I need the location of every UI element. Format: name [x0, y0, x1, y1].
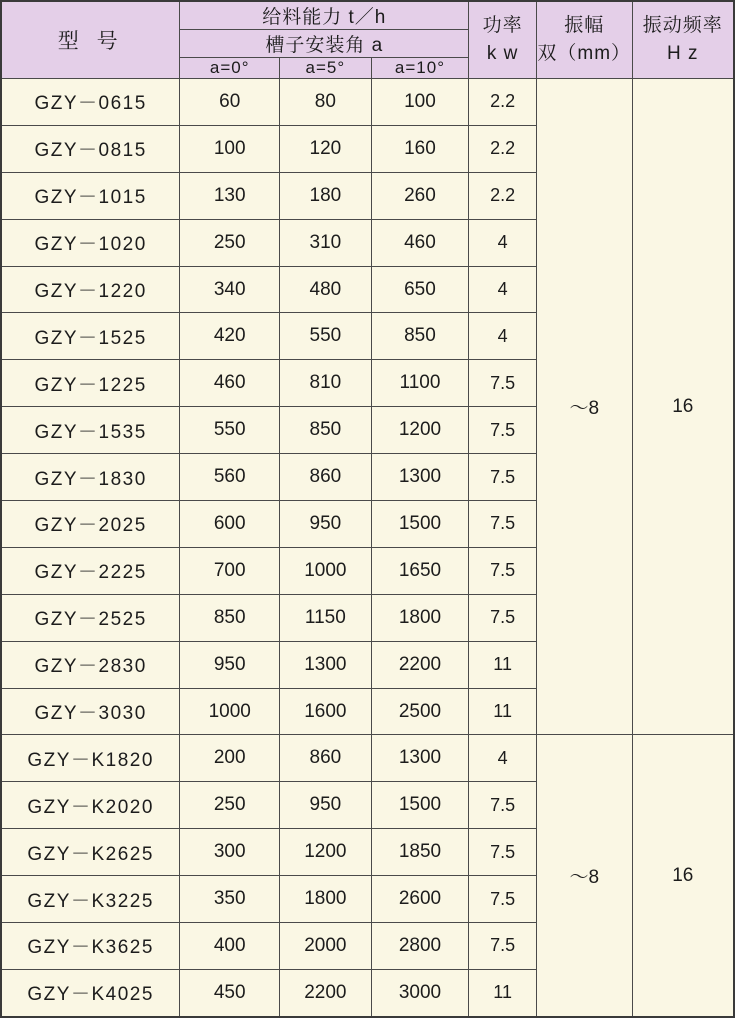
cell-power: 11 — [469, 641, 537, 688]
cell-model: GZY－K4025 — [1, 969, 180, 1017]
cell-capacity-a0: 1000 — [180, 688, 280, 735]
cell-power: 7.5 — [469, 360, 537, 407]
cell-capacity-a5: 1000 — [280, 547, 371, 594]
cell-capacity-a0: 250 — [180, 219, 280, 266]
cell-capacity-a5: 850 — [280, 407, 371, 454]
cell-capacity-a5: 80 — [280, 79, 371, 126]
cell-frequency: 16 — [632, 79, 734, 735]
cell-capacity-a10: 1300 — [371, 454, 469, 501]
cell-power: 4 — [469, 735, 537, 782]
cell-capacity-a5: 860 — [280, 454, 371, 501]
cell-capacity-a5: 1150 — [280, 594, 371, 641]
cell-capacity-a10: 850 — [371, 313, 469, 360]
table-header — [1, 1, 734, 79]
cell-power: 2.2 — [469, 79, 537, 126]
cell-capacity-a10: 1850 — [371, 829, 469, 876]
cell-capacity-a5: 310 — [280, 219, 371, 266]
header-angle-0: a=0° — [180, 58, 280, 79]
header-frequency-line2: H z — [667, 43, 699, 64]
cell-power: 11 — [469, 688, 537, 735]
cell-model: GZY－K2625 — [1, 829, 180, 876]
cell-model: GZY－1220 — [1, 266, 180, 313]
cell-capacity-a0: 600 — [180, 501, 280, 548]
header-trough-angle: 槽子安装角 a — [180, 30, 469, 58]
cell-capacity-a0: 460 — [180, 360, 280, 407]
cell-capacity-a10: 2500 — [371, 688, 469, 735]
cell-model: GZY－0615 — [1, 79, 180, 126]
cell-capacity-a0: 350 — [180, 876, 280, 923]
cell-capacity-a5: 120 — [280, 125, 371, 172]
cell-capacity-a5: 810 — [280, 360, 371, 407]
cell-capacity-a0: 450 — [180, 969, 280, 1017]
cell-capacity-a10: 1500 — [371, 782, 469, 829]
cell-power: 7.5 — [469, 547, 537, 594]
header-frequency — [632, 1, 734, 79]
table-row — [1, 735, 734, 782]
cell-capacity-a10: 460 — [371, 219, 469, 266]
cell-capacity-a10: 2600 — [371, 876, 469, 923]
cell-capacity-a0: 100 — [180, 125, 280, 172]
cell-capacity-a5: 180 — [280, 172, 371, 219]
cell-capacity-a10: 2800 — [371, 923, 469, 970]
cell-capacity-a0: 700 — [180, 547, 280, 594]
cell-capacity-a0: 250 — [180, 782, 280, 829]
header-amplitude — [536, 1, 632, 79]
cell-capacity-a5: 860 — [280, 735, 371, 782]
cell-capacity-a10: 2200 — [371, 641, 469, 688]
cell-model: GZY－1525 — [1, 313, 180, 360]
cell-model: GZY－K1820 — [1, 735, 180, 782]
cell-capacity-a10: 3000 — [371, 969, 469, 1017]
cell-power: 4 — [469, 313, 537, 360]
cell-power: 7.5 — [469, 829, 537, 876]
cell-capacity-a10: 160 — [371, 125, 469, 172]
cell-model: GZY－K2020 — [1, 782, 180, 829]
cell-capacity-a10: 100 — [371, 79, 469, 126]
cell-capacity-a0: 400 — [180, 923, 280, 970]
cell-power: 7.5 — [469, 501, 537, 548]
cell-capacity-a0: 60 — [180, 79, 280, 126]
cell-capacity-a10: 1300 — [371, 735, 469, 782]
cell-model: GZY－0815 — [1, 125, 180, 172]
cell-model: GZY－K3625 — [1, 923, 180, 970]
cell-power: 11 — [469, 969, 537, 1017]
cell-power: 7.5 — [469, 876, 537, 923]
cell-power: 4 — [469, 219, 537, 266]
cell-capacity-a10: 1800 — [371, 594, 469, 641]
header-amplitude-line1: 振幅 — [564, 15, 605, 37]
cell-capacity-a0: 300 — [180, 829, 280, 876]
cell-power: 2.2 — [469, 172, 537, 219]
cell-capacity-a0: 200 — [180, 735, 280, 782]
cell-capacity-a5: 1600 — [280, 688, 371, 735]
cell-capacity-a5: 2000 — [280, 923, 371, 970]
table-row — [1, 79, 734, 126]
cell-capacity-a10: 1100 — [371, 360, 469, 407]
header-model: 型 号 — [1, 1, 180, 79]
cell-capacity-a5: 1800 — [280, 876, 371, 923]
cell-model: GZY－1020 — [1, 219, 180, 266]
cell-capacity-a5: 480 — [280, 266, 371, 313]
header-power-line1: 功率 — [482, 15, 523, 37]
cell-model: GZY－1015 — [1, 172, 180, 219]
header-amplitude-line2: 双（mm） — [537, 43, 632, 64]
cell-capacity-a5: 950 — [280, 782, 371, 829]
cell-capacity-a0: 420 — [180, 313, 280, 360]
cell-model: GZY－K3225 — [1, 876, 180, 923]
cell-model: GZY－3030 — [1, 688, 180, 735]
cell-capacity-a0: 340 — [180, 266, 280, 313]
header-power — [469, 1, 537, 79]
cell-amplitude: ～8 — [536, 735, 632, 1017]
cell-capacity-a10: 1650 — [371, 547, 469, 594]
header-capacity: 给料能力 t／h — [180, 1, 469, 30]
table-body — [1, 79, 734, 1018]
cell-capacity-a0: 550 — [180, 407, 280, 454]
cell-capacity-a0: 560 — [180, 454, 280, 501]
cell-power: 7.5 — [469, 407, 537, 454]
header-angle-10: a=10° — [371, 58, 469, 79]
cell-model: GZY－1830 — [1, 454, 180, 501]
header-angle-5: a=5° — [280, 58, 371, 79]
cell-model: GZY－2830 — [1, 641, 180, 688]
cell-capacity-a10: 260 — [371, 172, 469, 219]
cell-model: GZY－1535 — [1, 407, 180, 454]
cell-model: GZY－1225 — [1, 360, 180, 407]
cell-capacity-a5: 1200 — [280, 829, 371, 876]
cell-power: 7.5 — [469, 923, 537, 970]
cell-capacity-a10: 1500 — [371, 501, 469, 548]
cell-power: 7.5 — [469, 594, 537, 641]
cell-capacity-a0: 950 — [180, 641, 280, 688]
cell-power: 4 — [469, 266, 537, 313]
cell-model: GZY－2525 — [1, 594, 180, 641]
header-frequency-line1: 振动频率 — [642, 15, 723, 37]
cell-capacity-a10: 1200 — [371, 407, 469, 454]
cell-capacity-a0: 850 — [180, 594, 280, 641]
cell-capacity-a5: 550 — [280, 313, 371, 360]
cell-capacity-a5: 950 — [280, 501, 371, 548]
cell-power: 7.5 — [469, 454, 537, 501]
cell-power: 7.5 — [469, 782, 537, 829]
header-row-1 — [1, 1, 734, 30]
cell-capacity-a10: 650 — [371, 266, 469, 313]
cell-amplitude: ～8 — [536, 79, 632, 735]
cell-capacity-a5: 1300 — [280, 641, 371, 688]
cell-capacity-a5: 2200 — [280, 969, 371, 1017]
cell-capacity-a0: 130 — [180, 172, 280, 219]
header-power-line2: k w — [486, 43, 519, 64]
cell-frequency: 16 — [632, 735, 734, 1017]
cell-model: GZY－2025 — [1, 501, 180, 548]
cell-model: GZY－2225 — [1, 547, 180, 594]
cell-power: 2.2 — [469, 125, 537, 172]
